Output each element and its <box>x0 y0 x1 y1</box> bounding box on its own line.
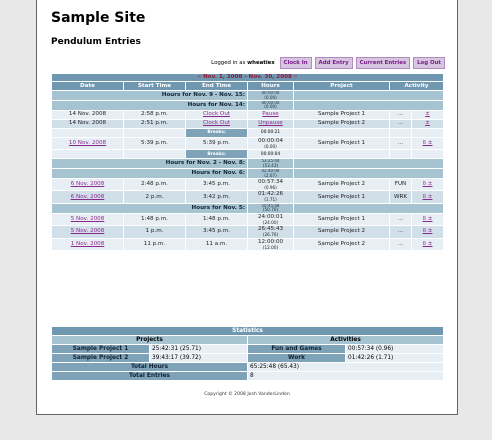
entry-start: 2:48 p.m. <box>124 179 186 191</box>
stat-project-value: 25:42:31 (25.71) <box>150 345 248 354</box>
breaks-value: 00:00:21 <box>248 128 294 137</box>
total-hours-label: Total Hours <box>52 363 248 372</box>
table-row <box>52 110 444 119</box>
breaks-label: Breaks: <box>186 128 248 137</box>
entry-hours <box>248 191 294 203</box>
entry-start: 5:39 p.m. <box>124 137 186 149</box>
group-label: Hours for Nov. 6: <box>52 169 248 179</box>
group-row <box>52 169 444 179</box>
statistics-title: Statistics <box>52 327 444 336</box>
stat-activity-value: 00:57:34 (0.96) <box>346 345 444 354</box>
entry-hours <box>248 179 294 191</box>
group-total-decimal: (50.76) <box>262 207 279 213</box>
entry-hours-time: 12:00:00 <box>257 238 284 245</box>
group-total <box>248 169 294 179</box>
col-end-time: End Time <box>186 82 248 91</box>
entry-actions[interactable]: δ ± <box>422 215 433 222</box>
group-total <box>248 100 294 110</box>
entry-date-link[interactable]: 10 Nov. 2008 <box>68 140 107 147</box>
entry-hours-decimal: (24.00) <box>262 219 279 225</box>
stat-activity-name: Work <box>248 354 346 363</box>
current-entries-button[interactable]: Current Entries <box>356 57 411 69</box>
unpause-link[interactable]: Unpause <box>258 120 283 127</box>
entry-activity: WRK <box>390 191 412 203</box>
total-entries-value: 8 <box>248 372 444 381</box>
table-row <box>52 213 444 225</box>
page-container <box>36 0 458 415</box>
entry-actions[interactable]: ± <box>425 111 430 118</box>
breaks-row <box>52 150 444 159</box>
stat-project-value: 39:43:17 (39.72) <box>150 354 248 363</box>
page-title: Pendulum Entries <box>51 37 141 47</box>
entry-hours-time: 00:00:04 <box>257 137 284 144</box>
entry-hours-decimal: (12.00) <box>262 244 279 250</box>
entry-end: 3:45 p.m. <box>186 226 248 238</box>
entry-actions[interactable]: ± <box>425 120 430 127</box>
statistics-table <box>51 326 444 381</box>
entry-hours-decimal: (0.00) <box>264 143 277 149</box>
site-title: Sample Site <box>51 10 146 26</box>
logged-in-prefix: Logged in as <box>211 60 246 66</box>
group-total <box>248 91 294 101</box>
group-row <box>52 203 444 213</box>
group-total-time: 00:00:00 <box>261 90 280 95</box>
entry-activity: ... <box>390 213 412 225</box>
entry-hours-decimal: (26.76) <box>262 232 279 238</box>
entry-start: 11 p.m. <box>124 238 186 250</box>
projects-header: Projects <box>52 336 248 345</box>
clock-in-button[interactable]: Clock In <box>280 57 312 69</box>
entry-date: 14 Nov. 2008 <box>52 110 124 119</box>
table-row <box>52 179 444 191</box>
clock-out-link[interactable]: Clock Out <box>202 120 231 127</box>
entry-date: 14 Nov. 2008 <box>52 119 124 128</box>
stat-project-name: Sample Project 2 <box>52 354 150 363</box>
group-label: Hours for Nov. 2 - Nov. 8: <box>52 159 248 169</box>
breaks-row <box>52 128 444 137</box>
next-month-link[interactable]: » <box>293 74 298 80</box>
entry-activity: ... <box>390 238 412 250</box>
entry-hours <box>248 213 294 225</box>
copyright-footer: Copyright © 2008 Josh VanderLinden <box>204 392 290 397</box>
entry-hours-time: 24:00:01 <box>257 213 284 220</box>
entry-actions[interactable]: δ ± <box>422 228 433 235</box>
entry-end: 11 a.m. <box>186 238 248 250</box>
group-total-time: 00:00:00 <box>261 100 280 105</box>
group-total <box>248 159 294 169</box>
entry-start: 2:58 p.m. <box>124 110 186 119</box>
table-row <box>52 191 444 203</box>
date-range-nav <box>52 74 444 82</box>
col-project: Project <box>294 82 390 91</box>
entry-activity: FUN <box>390 179 412 191</box>
clock-out-link[interactable]: Clock Out <box>202 111 231 118</box>
date-range-label: Nov. 1, 2008 - Nov. 30, 2008 <box>203 74 292 80</box>
entry-date-link[interactable]: 5 Nov. 2008 <box>70 228 105 235</box>
group-total-time: 02:40:00 <box>261 168 280 174</box>
entry-start: 2 p.m. <box>124 191 186 203</box>
total-hours-value: 65:25:48 (65.43) <box>248 363 444 372</box>
group-total-decimal: (0.00) <box>264 94 277 100</box>
entry-project: Sample Project 1 <box>294 191 390 203</box>
entry-project: Sample Project 2 <box>294 119 390 128</box>
breaks-label: Breaks: <box>186 150 248 159</box>
add-entry-button[interactable]: Add Entry <box>315 57 353 69</box>
group-total-decimal: (0.00) <box>264 104 277 110</box>
col-activity: Activity <box>390 82 444 91</box>
entry-hours-decimal: (0.96) <box>264 185 277 191</box>
entry-date-link[interactable]: 6 Nov. 2008 <box>70 181 105 188</box>
group-row <box>52 100 444 110</box>
entry-activity: ... <box>390 137 412 149</box>
entry-activity: ... <box>390 119 412 128</box>
entry-end: 1:48 p.m. <box>186 213 248 225</box>
entry-end: 3:45 p.m. <box>186 179 248 191</box>
entry-hours <box>248 238 294 250</box>
entry-hours <box>248 137 294 149</box>
entry-date-link[interactable]: 1 Nov. 2008 <box>70 240 105 247</box>
prev-month-link[interactable]: « <box>197 74 202 80</box>
entry-project: Sample Project 2 <box>294 179 390 191</box>
pause-link[interactable]: Pause <box>262 111 279 118</box>
entry-project: Sample Project 2 <box>294 226 390 238</box>
group-label: Hours for Nov. 5: <box>52 203 248 213</box>
logged-in-status <box>211 60 274 66</box>
entry-hours-decimal: (1.71) <box>264 197 277 203</box>
entry-hours <box>248 226 294 238</box>
entry-project: Sample Project 1 <box>294 137 390 149</box>
group-total-decimal: (2.67) <box>264 172 277 178</box>
entry-project: Sample Project 2 <box>294 238 390 250</box>
entries-table <box>51 73 444 251</box>
entry-actions[interactable]: δ ± <box>422 140 433 147</box>
stat-activity-name: Fun and Games <box>248 345 346 354</box>
total-entries-label: Total Entries <box>52 372 248 381</box>
group-total-time: 53:25:44 <box>261 158 280 164</box>
col-start-time: Start Time <box>124 82 186 91</box>
table-row <box>52 137 444 149</box>
entry-end: 5:39 p.m. <box>186 137 248 149</box>
group-row <box>52 159 444 169</box>
group-total <box>248 203 294 213</box>
entry-project: Sample Project 1 <box>294 110 390 119</box>
stat-activity-value: 01:42:26 (1.71) <box>346 354 444 363</box>
activities-header: Activities <box>248 336 444 345</box>
entry-project: Sample Project 1 <box>294 213 390 225</box>
col-hours: Hours <box>248 82 294 91</box>
entry-actions[interactable]: δ ± <box>422 181 433 188</box>
entry-start: 1 p.m. <box>124 226 186 238</box>
entry-start: 1:48 p.m. <box>124 213 186 225</box>
group-label: Hours for Nov. 14: <box>52 100 248 110</box>
stat-project-name: Sample Project 1 <box>52 345 150 354</box>
entry-activity: ... <box>390 226 412 238</box>
entry-actions[interactable]: δ ± <box>422 240 433 247</box>
table-header <box>52 82 444 91</box>
entry-date-link[interactable]: 5 Nov. 2008 <box>70 215 105 222</box>
table-row <box>52 119 444 128</box>
entry-actions[interactable]: δ ± <box>422 193 433 200</box>
group-total-decimal: (53.43) <box>262 162 279 168</box>
entry-date-link[interactable]: 6 Nov. 2008 <box>70 193 105 200</box>
log-out-button[interactable]: Log Out <box>413 57 445 69</box>
entry-hours-time: 01:42:26 <box>257 191 284 198</box>
entry-hours-time: 26:45:43 <box>257 226 284 233</box>
group-row <box>52 91 444 101</box>
username: wheaties <box>247 60 275 66</box>
user-bar <box>211 57 445 69</box>
table-row <box>52 238 444 250</box>
group-total-time: 50:45:48 <box>261 203 280 208</box>
entry-activity: ... <box>390 110 412 119</box>
breaks-value: 00:00:04 <box>248 150 294 159</box>
col-date: Date <box>52 82 124 91</box>
table-row <box>52 226 444 238</box>
entry-start: 2:51 p.m. <box>124 119 186 128</box>
entry-end: 3:42 p.m. <box>186 191 248 203</box>
entry-hours-time: 00:57:34 <box>257 179 284 186</box>
group-label: Hours for Nov. 9 - Nov. 15: <box>52 91 248 101</box>
